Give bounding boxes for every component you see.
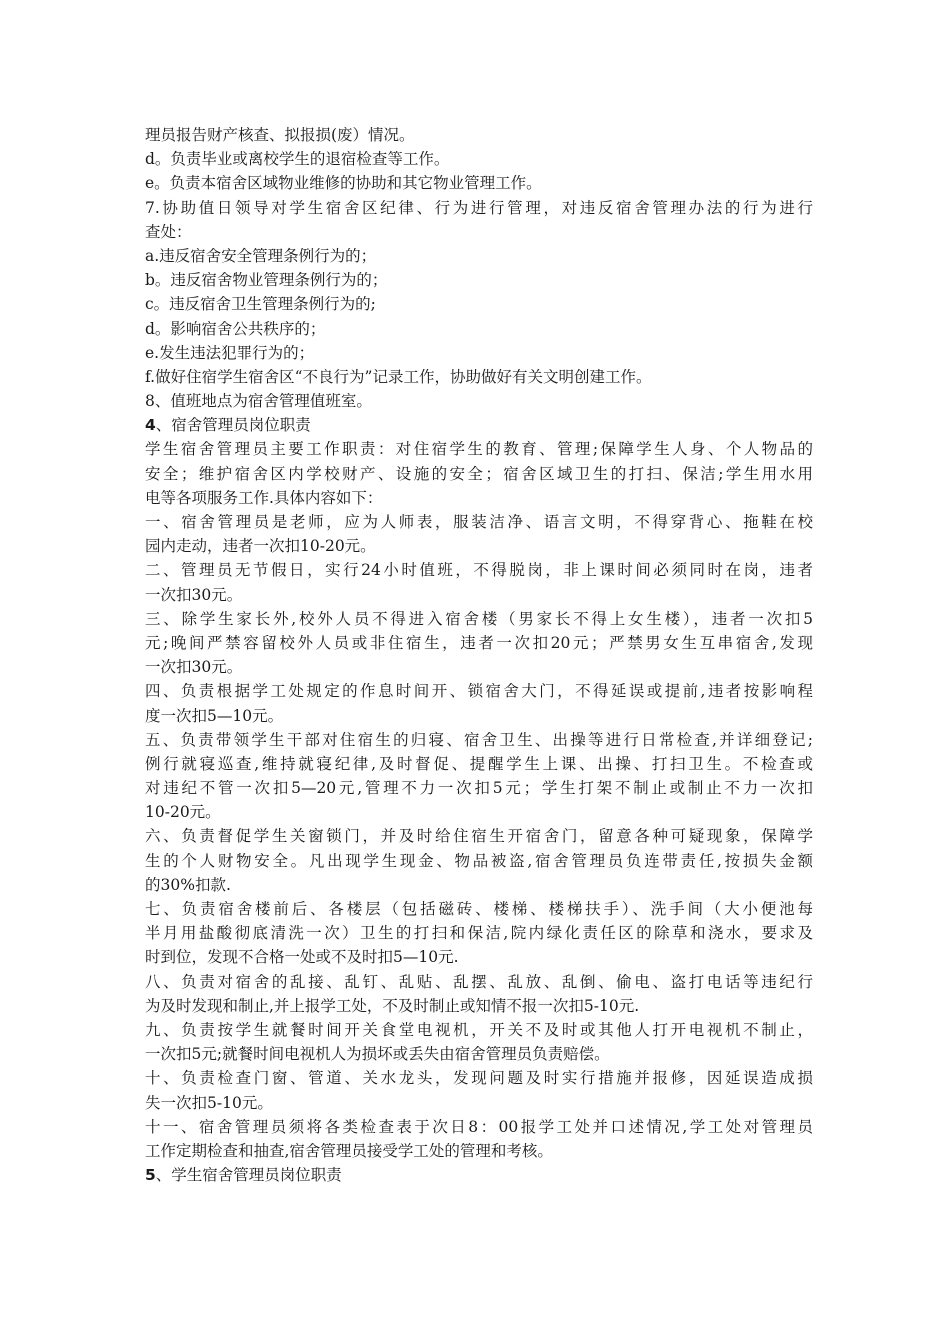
line-text: 学生宿舍管理员主要工作职责：对住宿学生的教育、管理;保障学生人身、个人物品的 (145, 440, 813, 459)
text-line (145, 849, 813, 873)
text-line (145, 268, 813, 292)
section-number: 4 (145, 416, 156, 435)
text-line (145, 631, 813, 655)
line-text: 一次扣30元。 (145, 585, 243, 604)
text-line (145, 462, 813, 486)
line-text: a.违反宿舍安全管理条例行为的； (145, 246, 377, 265)
text-line (145, 510, 813, 534)
line-text: e.发生违法犯罪行为的； (145, 343, 315, 362)
text-line (145, 147, 813, 171)
line-text: 的30%扣款. (145, 875, 231, 894)
text-line (145, 196, 813, 220)
line-text: 一、宿舍管理员是老师，应为人师表，服装洁净、语言文明，不得穿背心、拖鞋在校 (145, 513, 813, 531)
text-line (145, 655, 813, 679)
line-text: 半月用盐酸彻底清洗一次）卫生的打扫和保洁,院内绿化责任区的除草和浇水，要求及 (145, 924, 813, 943)
line-text: 二、管理员无节假日，实行24小时值班，不得脱岗，非上课时间必须同时在岗，违者 (145, 561, 813, 580)
line-text: d。负责毕业或离校学生的退宿检查等工作。 (145, 150, 450, 169)
line-text: 七、负责宿舍楼前后、各楼层（包括磁砖、楼梯、楼梯扶手）、洗手间（大小便池每 (145, 900, 813, 918)
line-text: 、学生宿舍管理员岗位职责 (155, 1166, 342, 1185)
line-text: 元;晚间严禁容留校外人员或非住宿生，违者一次扣20元；严禁男女生互串宿舍,发现 (145, 633, 813, 652)
line-text: 为及时发现和制止,并上报学工处，不及时制止或知情不报一次扣5-10元. (145, 996, 640, 1015)
line-text: f.做好住宿学生宿舍区“不良行为”记录工作，协助做好有关文明创建工作。 (145, 367, 652, 386)
text-line (145, 1066, 813, 1090)
line-text: 时到位，发现不合格一处或不及时扣5—10元. (145, 948, 459, 967)
text-line (145, 704, 813, 728)
line-text: 园内走动，违者一次扣10-20元。 (145, 537, 376, 556)
line-text: 九、负责按学生就餐时间开关食堂电视机，开关不及时或其他人打开电视机不制止， (145, 1020, 813, 1039)
text-line (145, 776, 813, 800)
text-line (145, 728, 813, 752)
section-number: 5 (145, 1166, 156, 1185)
section-heading (145, 413, 813, 437)
text-line (145, 123, 813, 147)
text-line (145, 1115, 813, 1139)
line-text: 理员报告财产核查、拟报损(废）情况。 (145, 126, 415, 144)
text-line (145, 1139, 813, 1163)
line-text: d。影响宿舍公共秩序的； (145, 319, 326, 338)
text-line (145, 220, 813, 244)
line-text: 对违纪不管一次扣5—20元,管理不力一次扣5元；学生打架不制止或制止不力一次扣 (145, 779, 813, 798)
text-line (145, 171, 813, 195)
line-text: 五、负责带领学生干部对住宿生的归寝、宿舍卫生、出操等进行日常检查,并详细登记; (145, 730, 813, 749)
line-text: 电等各项服务工作.具体内容如下： (145, 488, 383, 507)
text-line (145, 873, 813, 897)
text-line (145, 921, 813, 945)
text-line (145, 583, 813, 607)
line-text: 十、负责检查门窗、管道、关水龙头，发现问题及时实行措施并报修，因延误造成损 (145, 1069, 813, 1088)
text-line (145, 679, 813, 703)
line-text: c。违反宿舍卫生管理条例行为的; (145, 295, 376, 314)
text-line (145, 365, 813, 389)
line-text: 10-20元。 (145, 803, 221, 822)
text-line (145, 1091, 813, 1115)
section-heading (145, 1163, 813, 1187)
text-line (145, 752, 813, 776)
document-body (145, 123, 813, 1187)
line-text: 安全；维护宿舍区内学校财产、设施的安全；宿舍区域卫生的打扫、保洁;学生用水用 (145, 464, 813, 483)
text-line (145, 317, 813, 341)
line-text: 失一次扣5-10元。 (145, 1093, 273, 1112)
text-line (145, 897, 813, 921)
line-text: e。负责本宿舍区域物业维修的协助和其它物业管理工作。 (145, 174, 542, 193)
line-text: 查处： (145, 222, 192, 241)
text-line (145, 244, 813, 268)
text-line (145, 607, 813, 631)
text-line (145, 994, 813, 1018)
line-text: 八、负责对宿舍的乱接、乱钉、乱贴、乱摆、乱放、乱倒、偷电、盗打电话等违纪行 (145, 972, 813, 991)
line-text: 三、除学生家长外,校外人员不得进入宿舍楼（男家长不得上女生楼），违者一次扣5 (145, 609, 813, 628)
text-line (145, 800, 813, 824)
line-text: 四、负责根据学工处规定的作息时间开、锁宿舍大门，不得延误或提前,违者按影响程 (145, 682, 813, 701)
text-line (145, 534, 813, 558)
line-text: 例行就寝巡查,维持就寝纪律,及时督促、提醒学生上课、出操、打扫卫生。不检查或 (145, 754, 813, 773)
text-line (145, 292, 813, 316)
text-line (145, 1018, 813, 1042)
line-text: 工作定期检查和抽查,宿舍管理员接受学工处的管理和考核。 (145, 1141, 553, 1160)
line-text: 、宿舍管理员岗位职责 (155, 416, 311, 435)
line-text: 六、负责督促学生关窗锁门，并及时给住宿生开宿舍门，留意各种可疑现象，保障学 (145, 827, 813, 846)
line-text: 一次扣30元。 (145, 658, 243, 677)
text-line (145, 486, 813, 510)
text-line (145, 824, 813, 848)
text-line (145, 341, 813, 365)
line-text: 度一次扣5—10元。 (145, 706, 284, 725)
text-line (145, 970, 813, 994)
text-line (145, 558, 813, 582)
line-text: 生的个人财物安全。凡出现学生现金、物品被盗,宿舍管理员负连带责任,按损失金额 (145, 851, 813, 870)
line-text: b。违反宿舍物业管理条例行为的； (145, 271, 388, 290)
line-text: 8、值班地点为宿舍管理值班室。 (145, 392, 372, 411)
text-line (145, 945, 813, 969)
text-line (145, 1042, 813, 1066)
line-text: 7.协助值日领导对学生宿舍区纪律、行为进行管理，对违反宿舍管理办法的行为进行 (145, 198, 813, 217)
text-line (145, 389, 813, 413)
line-text: 一次扣5元;就餐时间电视机人为损坏或丢失由宿舍管理员负责赔偿。 (145, 1045, 610, 1064)
line-text: 十一、宿舍管理员须将各类检查表于次日8：00报学工处并口述情况,学工处对管理员 (145, 1117, 813, 1136)
text-line (145, 437, 813, 461)
